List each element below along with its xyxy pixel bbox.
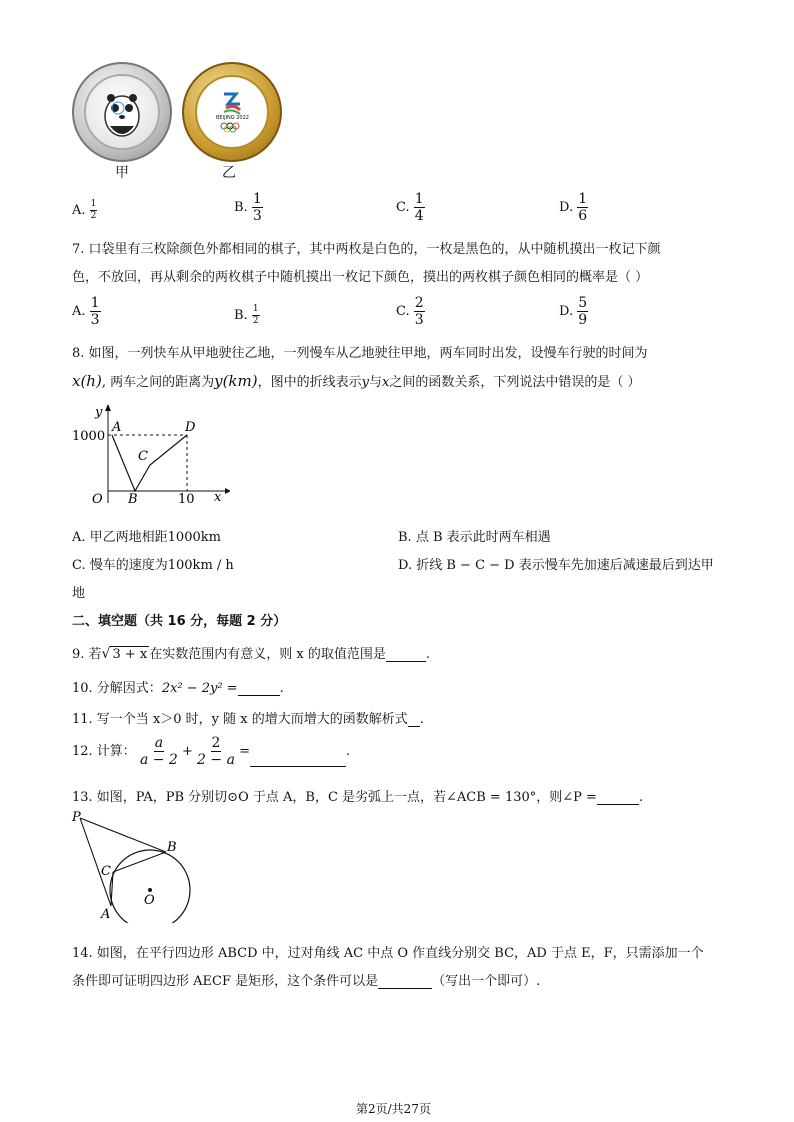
medal-emblem-text: BEIJING 2022 xyxy=(216,115,249,121)
q13-circle-figure xyxy=(68,808,198,923)
q11-stem: 11. 写一个当 x＞0 时，y 随 x 的增大而增大的函数解析式 . xyxy=(72,712,424,727)
q14-stem-line1: 14. 如图，在平行四边形 ABCD 中，过对角线 AC 中点 O 作直线分别交 BC，AD 于点 E，F，只需添加一个 xyxy=(72,946,704,961)
medal-caption-jia: 甲 xyxy=(115,165,129,181)
q8-option-d: D. 折线 B − C − D 表示慢车先加速后减速最后到达甲 xyxy=(398,558,714,573)
q6-option-d: D. $\frac{1}{6}$ xyxy=(559,191,588,224)
graph-point-d: D xyxy=(185,420,196,435)
olympic-emblem-icon xyxy=(184,64,280,160)
q6-option-c: C. $\frac{1}{4}$ xyxy=(396,191,424,224)
q6-option-a: A. $\frac{1}{2}$ xyxy=(72,199,97,221)
medal-caption-yi: 乙 xyxy=(222,165,236,181)
q7-option-d: D. $\frac{5}{9}$ xyxy=(559,295,588,328)
q7-stem-line2: 色，不放回，再从剩余的两枚棋子中随机摸出一枚记下颜色，摸出的两枚棋子颜色相同的概率是（ ） xyxy=(72,270,649,285)
q8-stem-line1: 8. 如图，一列快车从甲地驶往乙地，一列慢车从乙地驶往甲地，两车同时出发，设慢车行驶的时间为 xyxy=(72,346,648,361)
section-heading-fill-in: 二、填空题（共 16 分，每题 2 分） xyxy=(72,614,287,629)
fig13-o: O xyxy=(144,893,155,908)
q12-stem: 12. 计算： $\frac{a}{a - 2}$ + $\frac{2}{2 - a}$ = . xyxy=(72,735,351,768)
graph-point-a: A xyxy=(112,420,122,435)
q13-stem: 13. 如图，PA，PB 分别切⊙O 于点 A，B，C 是劣弧上一点，若∠ACB = 130°，则∠P = . xyxy=(72,790,644,805)
fig13-p: P xyxy=(72,810,81,825)
fig13-c: C xyxy=(101,864,111,879)
graph-y-label: y xyxy=(95,405,103,420)
graph-point-b: B xyxy=(128,492,138,507)
q9-radicand: 3 + x xyxy=(112,647,148,662)
medal-silver xyxy=(72,62,172,162)
q8-function-graph xyxy=(70,403,230,508)
graph-x-label: x xyxy=(214,490,222,505)
q14-stem-line2: 条件即可证明四边形 AECF 是矩形，这个条件可以是 （写出一个即可）. xyxy=(72,974,541,989)
q8-option-a: A. 甲乙两地相距1000km xyxy=(72,530,221,545)
q8-option-b: B. 点 B 表示此时两车相遇 xyxy=(398,530,551,545)
panda-mascot-icon xyxy=(74,64,170,160)
q7-option-b: B. $\frac{1}{2}$ xyxy=(234,304,259,326)
q8-stem-line2: x(h), 两车之间的距离为y(km)，图中的折线表示y与x之间的函数关系，下列说法中错误的是（ ） xyxy=(72,372,641,390)
graph-origin: O xyxy=(92,492,103,507)
fig13-b: B xyxy=(167,840,177,855)
medal-gold xyxy=(182,62,282,162)
graph-y-tick: 1000 xyxy=(72,429,106,444)
q9-stem: 9. 若√ 3 + x 在实数范围内有意义，则 x 的取值范围是 . xyxy=(72,646,430,662)
graph-x-tick: 10 xyxy=(178,492,195,507)
q7-option-a: A. $\frac{1}{3}$ xyxy=(72,295,100,328)
page-footer: 第2页/共27页 xyxy=(356,1102,431,1116)
fig13-a: A xyxy=(101,907,111,922)
q7-stem-line1: 7. 口袋里有三枚除颜色外都相同的棋子，其中两枚是白色的，一枚是黑色的，从中随机摸出一枚记下颜 xyxy=(72,242,661,257)
graph-point-c: C xyxy=(138,449,148,464)
q8-option-d-continued: 地 xyxy=(72,586,86,601)
q7-option-c: C. $\frac{2}{3}$ xyxy=(396,295,424,328)
q10-stem: 10. 分解因式：2x² − 2y² = . xyxy=(72,681,284,696)
q6-option-b: B. $\frac{1}{3}$ xyxy=(234,191,262,224)
q8-option-c: C. 慢车的速度为100km / h xyxy=(72,558,234,573)
